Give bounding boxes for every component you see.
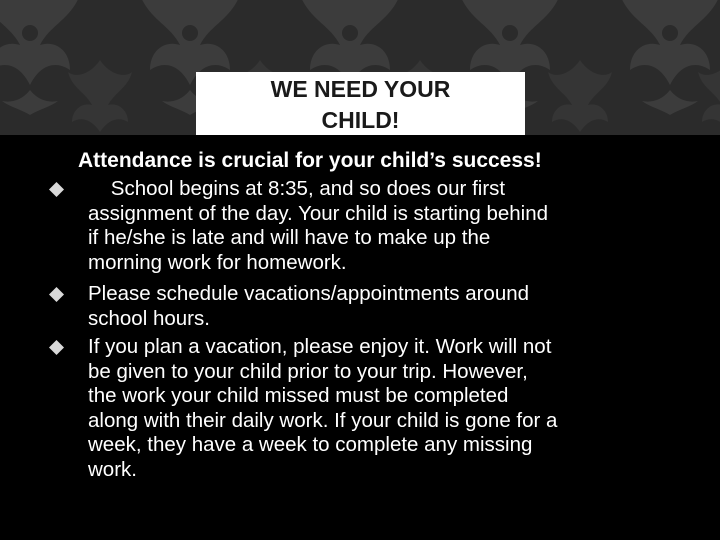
bullet-line: be given to your child prior to your trip. However, — [88, 359, 528, 383]
diamond-bullet-icon — [49, 287, 64, 302]
slide-heading: Attendance is crucial for your child’s success! — [78, 149, 542, 172]
bullet-text — [88, 282, 688, 331]
bullet-text — [88, 335, 688, 483]
bullet-line: morning work for homework. — [88, 250, 347, 274]
diamond-bullet-icon — [49, 182, 64, 197]
bullet-line: week, they have a week to complete any missing — [88, 433, 533, 457]
bullet-line: assignment of the day. Your child is starting behind — [88, 201, 549, 225]
slide-title-line: WE NEED YOUR — [270, 76, 451, 102]
bullet-line: Please schedule vacations/appointments around — [88, 282, 530, 305]
bullet-line: along with their daily work. If your child is gone for a — [88, 408, 558, 432]
bullet-line: the work your child missed must be completed — [88, 384, 509, 408]
slide-title-line: CHILD! — [321, 107, 400, 133]
diamond-bullet-icon — [49, 340, 64, 355]
bullet-text — [88, 177, 688, 275]
slide-title-box — [196, 72, 525, 135]
bullet-line: School begins at 8:35, and so does our first — [88, 177, 506, 200]
bullet-line: school hours. — [88, 306, 210, 330]
bullet-line: work. — [88, 457, 137, 481]
bullet-line: if he/she is late and will have to make up the — [88, 226, 491, 250]
bullet-line: If you plan a vacation, please enjoy it. Work will not — [88, 335, 552, 358]
